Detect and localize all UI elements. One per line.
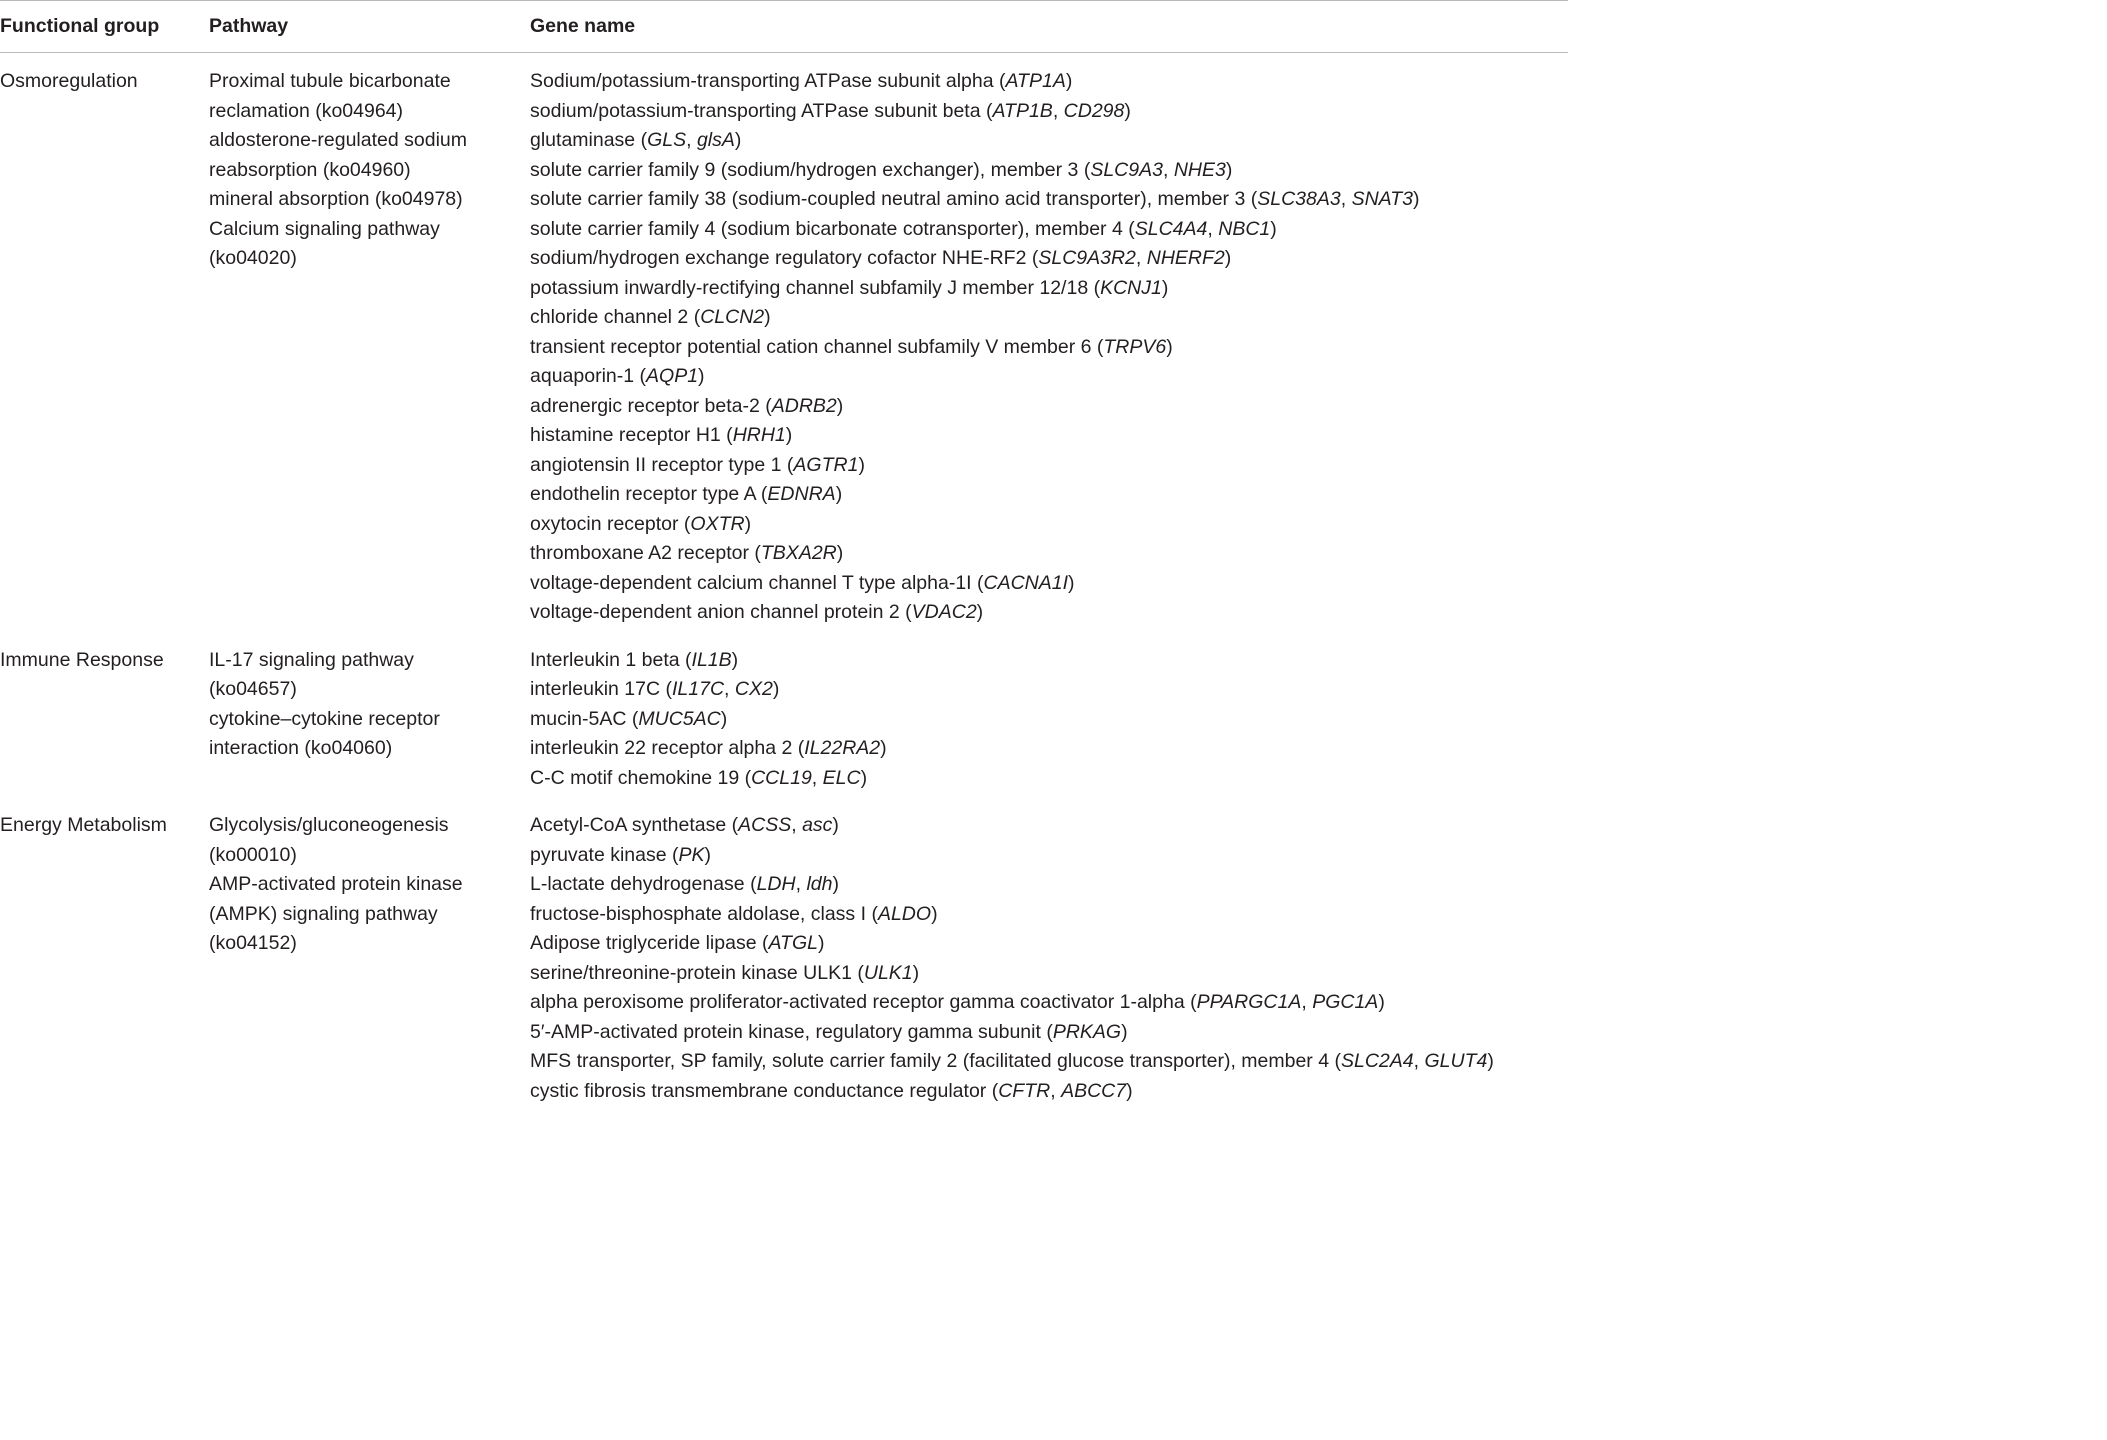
pathway-line: reabsorption (ko04960) — [209, 158, 411, 181]
gene-description: C-C motif chemokine 19 — [530, 766, 740, 789]
gene-symbol: SLC2A4 — [1340, 1050, 1414, 1072]
gene-symbol: ldh — [806, 873, 833, 895]
gene-entry: sodium/hydrogen exchange regulatory cofactor NHE-RF2 (SLC9A3R2, NHERF2) — [530, 247, 1232, 269]
gene-description: 5′-AMP-activated protein kinase, regulatory gamma subunit — [530, 1020, 1041, 1043]
gene-symbol: SLC9A3R2 — [1038, 247, 1136, 269]
gene-entry: histamine receptor H1 (HRH1) — [530, 424, 793, 446]
pathway-line: (ko04657) — [209, 678, 297, 700]
gene-symbol: LDH — [756, 873, 796, 895]
functional-group-cell — [0, 632, 209, 798]
gene-symbol: PPARGC1A — [1196, 991, 1302, 1013]
gene-symbol: ALDO — [877, 902, 932, 925]
gene-symbol: ACSS — [738, 814, 792, 836]
gene-entry: voltage-dependent calcium channel T type alpha-1I (CACNA1I) — [530, 571, 1075, 594]
gene-description: sodium/potassium-transporting ATPase subunit beta — [530, 99, 981, 122]
gene-symbol: CACNA1I — [983, 571, 1069, 594]
gene-entry: voltage-dependent anion channel protein 2 (VDAC2) — [530, 601, 984, 623]
column-header-pathway: Pathway — [209, 1, 530, 53]
gene-description: interleukin 17C — [530, 678, 661, 700]
gene-symbol: ABCC7 — [1061, 1079, 1127, 1102]
pathway-line: reclamation (ko04964) — [209, 99, 404, 122]
pathway-cell — [209, 632, 530, 798]
table-header-row — [0, 1, 1568, 53]
gene-symbol: IL1B — [691, 648, 732, 671]
gene-description: interleukin 22 receptor alpha 2 — [530, 737, 793, 759]
pathway-line: aldosterone-regulated sodium — [209, 129, 467, 151]
functional-group-cell — [0, 53, 209, 632]
gene-description: adrenergic receptor beta-2 — [530, 394, 760, 417]
gene-entry: interleukin 17C (IL17C, CX2) — [530, 678, 780, 700]
gene-symbol: ATP1A — [1005, 70, 1066, 92]
gene-entry: thromboxane A2 receptor (TBXA2R) — [530, 542, 844, 564]
pathway-line: (ko04020) — [209, 247, 297, 269]
gene-description: Interleukin 1 beta — [530, 648, 680, 671]
gene-entry: C-C motif chemokine 19 (CCL19, ELC) — [530, 766, 868, 789]
gene-symbol: SLC9A3 — [1090, 158, 1163, 181]
gene-symbol: CX2 — [734, 678, 773, 700]
gene-description: L-lactate dehydrogenase — [530, 873, 745, 895]
gene-symbol: OXTR — [690, 512, 745, 535]
gene-symbol: PK — [678, 843, 705, 866]
gene-symbol: NHERF2 — [1146, 247, 1225, 269]
pathway-cell — [209, 797, 530, 1106]
gene-description: transient receptor potential cation channel subfamily V member 6 — [530, 335, 1092, 358]
table-row — [0, 53, 1568, 632]
functional-group-name: Osmoregulation — [0, 70, 138, 92]
gene-name-cell — [530, 53, 1568, 632]
gene-description: solute carrier family 9 (sodium/hydrogen exchanger), member 3 — [530, 158, 1079, 181]
gene-description: angiotensin II receptor type 1 — [530, 453, 782, 476]
gene-description: solute carrier family 38 (sodium-coupled neutral amino acid transporter), member 3 — [530, 188, 1246, 210]
gene-symbol: TBXA2R — [760, 542, 837, 564]
column-header-gene-name: Gene name — [530, 1, 1568, 53]
gene-symbol: SLC38A3 — [1257, 188, 1341, 210]
gene-description: chloride channel 2 — [530, 306, 689, 328]
pathway-cell — [209, 53, 530, 632]
gene-description: pyruvate kinase — [530, 843, 667, 866]
gene-symbol: KCNJ1 — [1100, 276, 1162, 299]
pathway-line: cytokine–cytokine receptor — [209, 707, 440, 730]
gene-description: voltage-dependent anion channel protein 2 — [530, 601, 900, 623]
gene-description: fructose-bisphosphate aldolase, class I — [530, 902, 867, 925]
gene-entry: chloride channel 2 (CLCN2) — [530, 306, 771, 328]
gene-description: Adipose triglyceride lipase — [530, 932, 757, 954]
gene-symbol: IL22RA2 — [804, 737, 881, 759]
gene-entry: Sodium/potassium-transporting ATPase subunit alpha (ATP1A) — [530, 70, 1073, 92]
gene-symbol: AQP1 — [646, 365, 699, 387]
gene-description: thromboxane A2 receptor — [530, 542, 749, 564]
gene-symbol: SLC4A4 — [1134, 217, 1208, 240]
pathway-line: interaction (ko04060) — [209, 737, 393, 759]
gene-description: glutaminase — [530, 129, 636, 151]
gene-symbol: SNAT3 — [1351, 188, 1413, 210]
gene-symbol: GLUT4 — [1424, 1050, 1488, 1072]
gene-entry: sodium/potassium-transporting ATPase subunit beta (ATP1B, CD298) — [530, 99, 1131, 122]
gene-entry: Acetyl-CoA synthetase (ACSS, asc) — [530, 814, 839, 836]
gene-entry: Adipose triglyceride lipase (ATGL) — [530, 932, 825, 954]
gene-entry: adrenergic receptor beta-2 (ADRB2) — [530, 394, 844, 417]
gene-name-cell — [530, 632, 1568, 798]
gene-entry: 5′-AMP-activated protein kinase, regulatory gamma subunit (PRKAG) — [530, 1020, 1128, 1043]
gene-entry: alpha peroxisome proliferator-activated receptor gamma coactivator 1-alpha (PPARGC1A, PGC1A) — [530, 991, 1385, 1013]
gene-description: oxytocin receptor — [530, 512, 679, 535]
gene-symbol: GLS — [647, 129, 687, 151]
gene-symbol: ATGL — [768, 932, 818, 954]
pathway-line: (ko04152) — [209, 932, 297, 954]
gene-entry: solute carrier family 9 (sodium/hydrogen exchanger), member 3 (SLC9A3, NHE3) — [530, 158, 1233, 181]
functional-group-name: Energy Metabolism — [0, 814, 167, 836]
gene-symbol: ADRB2 — [771, 394, 837, 417]
gene-description: Sodium/potassium-transporting ATPase subunit alpha — [530, 70, 994, 92]
gene-description: solute carrier family 4 (sodium bicarbonate cotransporter), member 4 — [530, 217, 1123, 240]
gene-entry: interleukin 22 receptor alpha 2 (IL22RA2) — [530, 737, 887, 759]
gene-description: voltage-dependent calcium channel T type alpha-1I — [530, 571, 972, 594]
gene-description: mucin-5AC — [530, 707, 627, 730]
gene-symbol: PGC1A — [1312, 991, 1379, 1013]
gene-description: sodium/hydrogen exchange regulatory cofactor NHE-RF2 — [530, 247, 1027, 269]
gene-entry: solute carrier family 4 (sodium bicarbonate cotransporter), member 4 (SLC4A4, NBC1) — [530, 217, 1277, 240]
gene-symbol: CCL19 — [751, 766, 812, 789]
gene-symbol: NHE3 — [1173, 158, 1226, 181]
gene-symbol: glsA — [696, 129, 735, 151]
gene-description: cystic fibrosis transmembrane conductance regulator — [530, 1079, 987, 1102]
pathway-line: Proximal tubule bicarbonate — [209, 70, 451, 92]
gene-entry: oxytocin receptor (OXTR) — [530, 512, 752, 535]
gene-name-cell — [530, 797, 1568, 1106]
gene-description: endothelin receptor type A — [530, 483, 756, 505]
gene-description: Acetyl-CoA synthetase — [530, 814, 727, 836]
gene-symbol: HRH1 — [732, 424, 786, 446]
gene-entry: pyruvate kinase (PK) — [530, 843, 712, 866]
gene-symbol: CLCN2 — [700, 306, 765, 328]
gene-entry: angiotensin II receptor type 1 (AGTR1) — [530, 453, 865, 476]
table-body — [0, 53, 1568, 1107]
gene-entry: transient receptor potential cation channel subfamily V member 6 (TRPV6) — [530, 335, 1173, 358]
pathway-line: Glycolysis/gluconeogenesis — [209, 814, 449, 836]
functional-group-name: Immune Response — [0, 648, 164, 671]
gene-entry: mucin-5AC (MUC5AC) — [530, 707, 728, 730]
gene-entry: glutaminase (GLS, glsA) — [530, 129, 742, 151]
gene-entry: endothelin receptor type A (EDNRA) — [530, 483, 843, 505]
gene-description: alpha peroxisome proliferator-activated receptor gamma coactivator 1-alpha — [530, 991, 1185, 1013]
column-header-functional-group: Functional group — [0, 1, 209, 53]
gene-symbol: AGTR1 — [793, 453, 859, 476]
gene-symbol: TRPV6 — [1103, 335, 1167, 358]
gene-description: histamine receptor H1 — [530, 424, 721, 446]
gene-entry: fructose-bisphosphate aldolase, class I (ALDO) — [530, 902, 938, 925]
pathway-line: IL-17 signaling pathway — [209, 648, 414, 671]
pathway-line: AMP-activated protein kinase — [209, 873, 463, 895]
gene-entry: solute carrier family 38 (sodium-coupled neutral amino acid transporter), member 3 (SLC38A3, SNAT3) — [530, 188, 1420, 210]
gene-symbol: ULK1 — [863, 961, 913, 984]
gene-description: aquaporin-1 — [530, 365, 635, 387]
gene-symbol: MUC5AC — [638, 707, 721, 730]
gene-symbol: ELC — [822, 766, 861, 789]
gene-description: serine/threonine-protein kinase ULK1 — [530, 961, 852, 984]
pathway-line: Calcium signaling pathway — [209, 217, 440, 240]
gene-symbol: PRKAG — [1052, 1020, 1122, 1043]
gene-entry: potassium inwardly-rectifying channel subfamily J member 12/18 (KCNJ1) — [530, 276, 1169, 299]
gene-description: potassium inwardly-rectifying channel subfamily J member 12/18 — [530, 276, 1089, 299]
pathway-line: (AMPK) signaling pathway — [209, 902, 438, 925]
gene-entry: serine/threonine-protein kinase ULK1 (ULK1) — [530, 961, 920, 984]
table-row — [0, 797, 1568, 1106]
pathway-line: (ko00010) — [209, 843, 297, 866]
gene-entry: Interleukin 1 beta (IL1B) — [530, 648, 739, 671]
gene-symbol: VDAC2 — [911, 601, 977, 623]
gene-symbol: IL17C — [672, 678, 725, 700]
gene-description: MFS transporter, SP family, solute carrier family 2 (facilitated glucose transporter), member 4 — [530, 1050, 1330, 1072]
gene-symbol: CFTR — [998, 1079, 1051, 1102]
gene-symbol: NBC1 — [1218, 217, 1271, 240]
functional-group-cell — [0, 797, 209, 1106]
gene-entry: cystic fibrosis transmembrane conductance regulator (CFTR, ABCC7) — [530, 1079, 1133, 1102]
gene-symbol: EDNRA — [767, 483, 836, 505]
gene-entry: L-lactate dehydrogenase (LDH, ldh) — [530, 873, 839, 895]
gene-entry: aquaporin-1 (AQP1) — [530, 365, 705, 387]
gene-symbol: ATP1B — [992, 99, 1053, 122]
gene-entry: MFS transporter, SP family, solute carrier family 2 (facilitated glucose transporter), member 4 (SLC2A4, GLUT4) — [530, 1050, 1494, 1072]
gene-symbol: asc — [802, 814, 833, 836]
pathway-line: mineral absorption (ko04978) — [209, 188, 463, 210]
table-row — [0, 632, 1568, 798]
gene-symbol: CD298 — [1063, 99, 1125, 122]
